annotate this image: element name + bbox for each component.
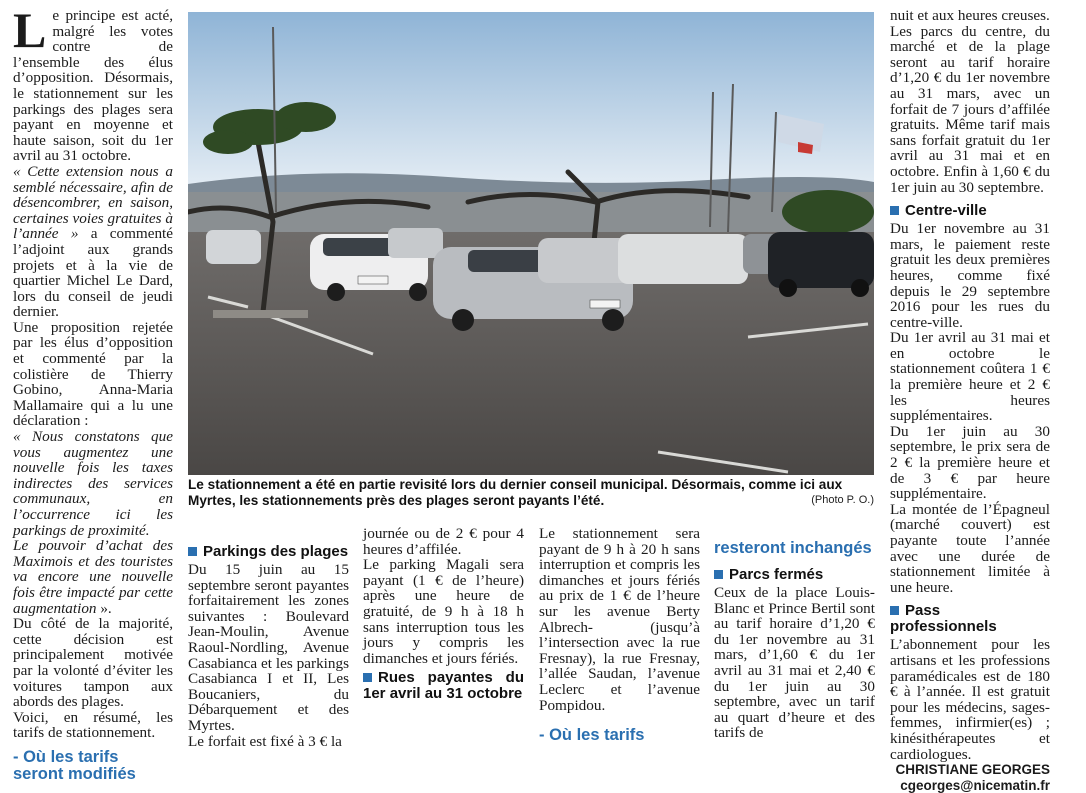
centre-ville-text-4: La montée de l’Épagneul (marché couvert) est payante toute l’année avec une durée de stationnement limitée à une heure. [890, 500, 1050, 596]
quote-attribution: a commenté l’adjoint aux grands projets et à la vie de quartier Michel Le Dard, lors du conseil de jeudi dernier. [13, 225, 173, 321]
intro-paragraph: e principe est acté, malgré les votes contre de l’ensemble des élus d’opposition. Désormais, le stationnement sur les parkings des plages sera payant en moyenne et haute saison, soit du 1er avril au 31 octobre. [13, 7, 173, 165]
bullet-square-icon [363, 673, 372, 682]
quote-text: « Cette extension nous a semblé nécessaire, afin de désencombrer, en saison, certaines voies gratuites à l’année » [13, 162, 173, 243]
section-kicker: - Où les tarifs seront modifiés [13, 747, 136, 783]
parcs-centre-text: Les parcs du centre, du marché et de la plage seront au tarif horaire d’1,20 € du 1er novembre au 31 mars, avec un forfait de 7 jours d’affilée gratuits. Même tarif mais sans forfait gratuit du 1er avril au 31 mai et en octobre. Enfin à 1,60 € du 1er juin au 30 septembre. [890, 22, 1050, 196]
forfait-text: Le forfait est fixé à 3 € la [188, 732, 342, 750]
parcs-fermes-text: Ceux de la place Louis-Blanc et Prince Bertil sont au tarif horaire d’1,20 € du 1er novembre au 31 mars, d’1,60 € du 1er avril au 31 mai et 2,40 € du 1er juin au 30 septembre, avec un tarif au quart d’heure et des tarifs de [714, 584, 875, 742]
pass-professionnels-text: L’abonnement pour les artisans et les professions paramédicales est de 180 € à l’année. Il est gratuit pour les médecins, sages-femmes, infirmier(es) ; kinésithérapeutes et cardiologues. [890, 636, 1050, 763]
subheading-text: Centre-ville [905, 202, 987, 220]
bullet-square-icon [714, 570, 723, 579]
subheading-text: Parkings des plages [203, 543, 349, 560]
subheading-rues-payantes [363, 670, 524, 702]
subheading-parcs-fermes [714, 567, 875, 583]
author-email[interactable]: cgeorges@nicematin.fr [900, 777, 1050, 793]
forfait-continued: journée ou de 2 € pour 4 heures d’affilée. [363, 525, 524, 558]
license-plate-2 [590, 300, 620, 308]
photo-credit: (Photo P. O.) [811, 494, 874, 506]
article-column-5 [714, 540, 875, 741]
subheading-text: Pass professionnels [890, 602, 997, 636]
opposition-quote-end [13, 538, 173, 616]
article-column-1 [13, 2, 173, 783]
subheading-pass-professionnels [890, 603, 1050, 635]
summary-paragraph: Voici, en résumé, les tarifs de stationnement. [13, 708, 173, 742]
quote-close: ». [96, 599, 112, 617]
author-name: CHRISTIANE GEORGES [895, 762, 1050, 778]
section-kicker-2-end: resteront inchangés [714, 539, 872, 557]
parking-photo [188, 12, 874, 475]
opposition-quote-2: Le pouvoir d’achat des Maximois et des touristes va encore une nouvelle fois être impacté par cette augmentation [13, 537, 173, 617]
bullet-square-icon [890, 606, 899, 615]
article-column-2 [188, 540, 349, 749]
section-kicker-2: - Où les tarifs [539, 726, 645, 745]
parking-magali-text: Le parking Magali sera payant (1 € de l’heure) après une heure de gratuité, de 9 h à 18 h sans interruption tous les jours y compris les dimanches et jours fériés. [363, 556, 524, 667]
quote-paragraph [13, 164, 173, 320]
photo-caption: Le stationnement a été en partie revisité lors du dernier conseil municipal. Désormais, comme ici aux Myrtes, les stationnements près des plages seront payants l’été. [188, 477, 843, 508]
article-column-6 [890, 8, 1050, 793]
subheading-text: Parcs fermés [729, 566, 824, 583]
bullet-square-icon [890, 206, 899, 215]
majority-paragraph: Du côté de la majorité, cette décision est principalement motivée par la volonté d’éviter les voitures tampon aux abords des plages. [13, 615, 173, 711]
article-column-4 [539, 526, 700, 744]
parking-lot-image [188, 12, 874, 475]
license-plate-1 [358, 276, 388, 284]
subheading-parkings-plages [188, 544, 349, 560]
drop-cap: L [13, 2, 47, 58]
centre-ville-text-3: Du 1er juin au 30 septembre, le prix sera de 2 € la première heure et de 3 € par heure supplémentaire. [890, 422, 1050, 503]
article-column-3 [363, 526, 524, 704]
parkings-plages-text: Du 15 juin au 15 septembre seront payantes forfaitairement les zones suivantes : Boulevard Jean-Moulin, Avenue Raoul-Nordling, Avenue Casabianca et les parkings Casabianca I et II, Les Boucaniers, du Débarquement et des Myrtes. [188, 561, 349, 734]
subheading-centre-ville [890, 203, 1050, 219]
opposition-quote: « Nous constatons que vous augmentez une nouvelle fois les taxes indirectes des services communaux, en l’occurrence ici les parkings de proximité. [13, 428, 173, 539]
parcs-continued: nuit et aux heures creuses. [890, 7, 1050, 24]
centre-ville-text-1: Du 1er novembre au 31 mars, le paiement reste gratuit les deux premières heures, comme fixé depuis le 29 septembre 2016 pour les rues du centre-ville. [890, 220, 1050, 331]
opposition-paragraph: Une proposition rejetée par les élus d’opposition et commenté par la colistière de Thierry Gobino, Anna-Maria Mallamaire qui a lu une déclaration : [13, 318, 173, 430]
bullet-square-icon [188, 547, 197, 556]
centre-ville-text-2: Du 1er avril au 31 mai et en octobre le stationnement coûtera 1 € la première heure et 2 € les heures supplémentaires. [890, 329, 1050, 425]
subheading-text: Rues payantes du 1er avril au 31 octobre [363, 669, 524, 703]
rues-payantes-text: Le stationnement sera payant de 9 h à 20 h sans interruption et compris les dimanches et jours fériés au prix de 1 € de l’heure sur les avenue Berty Albrech- (jusqu’à l’intersection avec la rue Fresnay), la rue Fresnay, l’allée Saudan, l’avenue Leclerc et l’avenue Pompidou. [539, 525, 700, 714]
